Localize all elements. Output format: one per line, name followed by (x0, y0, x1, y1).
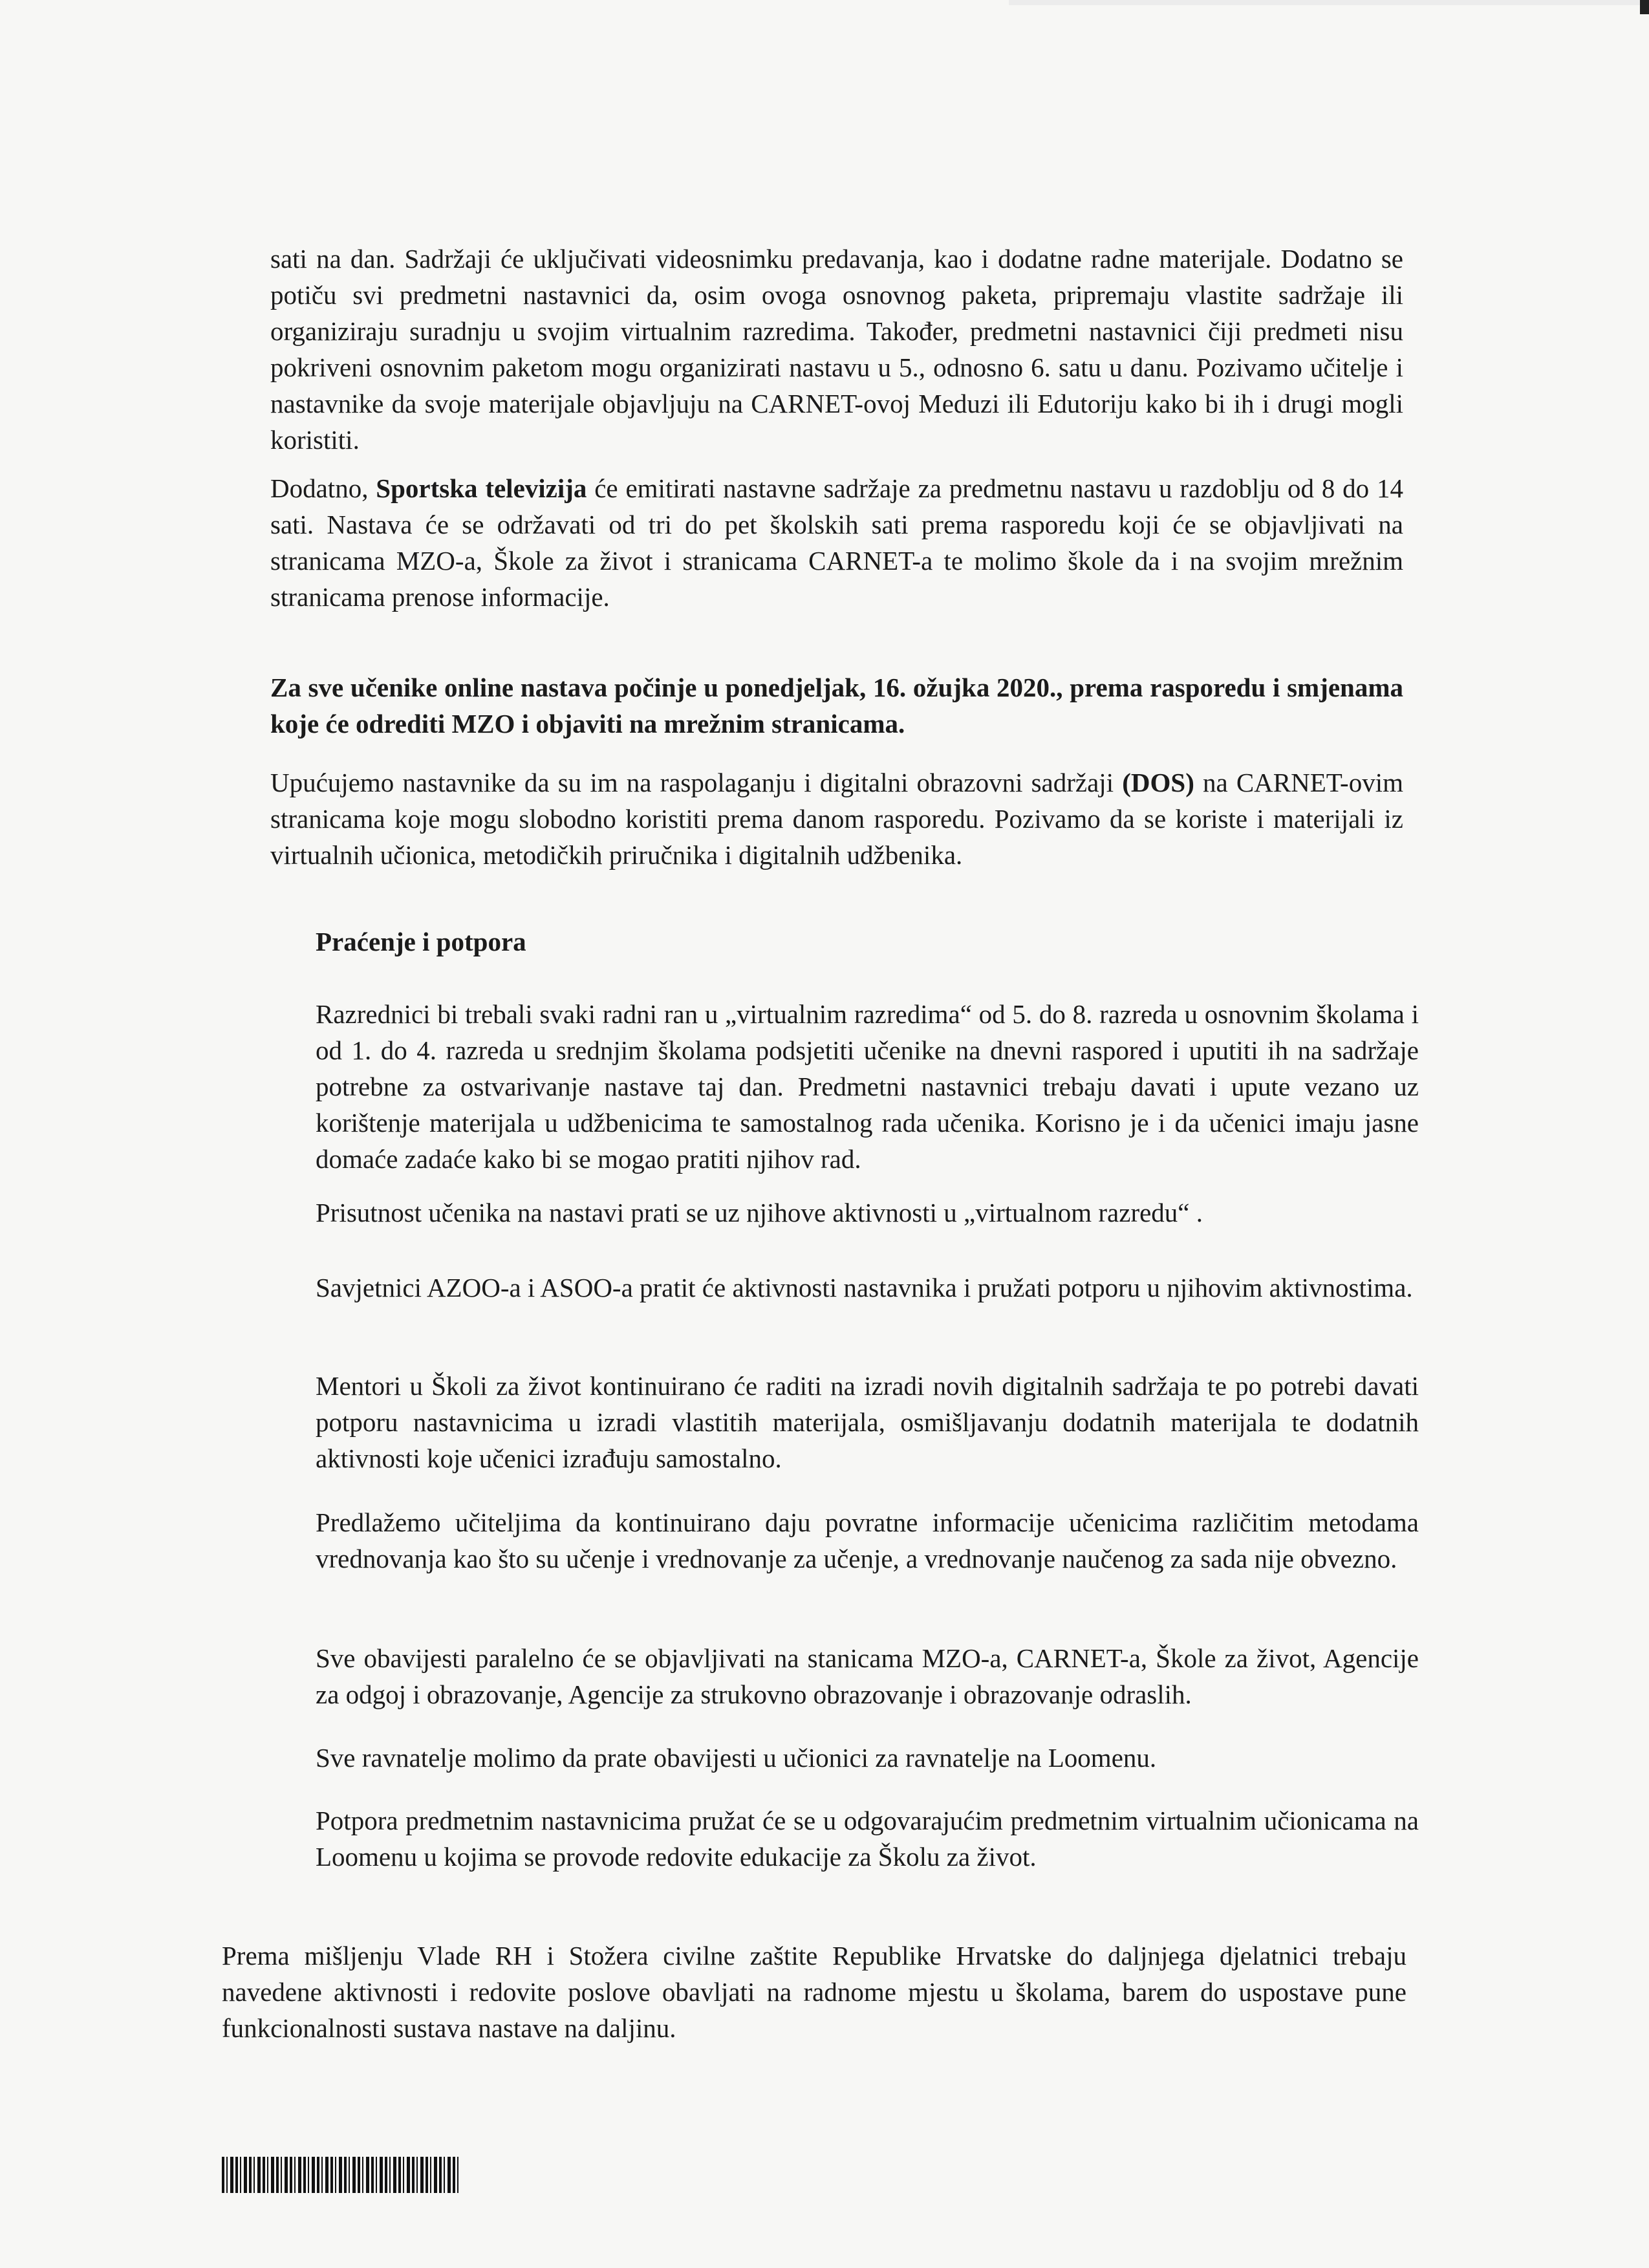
paragraph-advisors: Savjetnici AZOO-a i ASOO-a pratit će aktivnosti nastavnika i pružati potporu u njihovim aktivnostima. (316, 1273, 1413, 1302)
paragraph-feedback: Predlažemo učiteljima da kontinuirano daju povratne informacije učenicima različitim metodama vrednovanja kao što su učenje i vrednovanje za učenje, a vrednovanje naučenog za sada nije obvezno. (316, 1507, 1419, 1573)
sports-tv-name: Sportska televizija (376, 473, 587, 503)
paragraph-notices: Sve obavijesti paralelno će se objavljivati na stanicama MZO-a, CARNET-a, Škole za život, Agencije za odgoj i obrazovanje, Agencije za strukovno obrazovanje i obrazovanje odraslih. (316, 1643, 1419, 1709)
paragraph-materials: sati na dan. Sadržaji će uključivati videosnimku predavanja, kao i dodatne radne materijale. Dodatno se potiču svi predmetni nastavnici da, osim ovoga osnovnog paketa, pripremaju vlastite sadržaje ili organiziraju suradnju u svojim virtualnim razredima. Također, predmetni nastavnici čiji predmeti nisu pokriveni osnovnim paketom mogu organizirati nastavu u 5., odnosno 6. satu u danu. Pozivamo učitelje i nastavnike da svoje materijale objavljuju na CARNET-ovoj Meduzi ili Edutoriju kako bi ih i drugi mogli koristiti. (270, 244, 1403, 455)
scan-edge-top (1009, 0, 1649, 5)
paragraph-online-start: Za sve učenike online nastava počinje u ponedjeljak, 16. ožujka 2020., prema rasporedu i smjenama koje će odrediti MZO i objaviti na mrežnim stranicama. (270, 673, 1403, 739)
barcode (222, 2157, 461, 2193)
paragraph-dos: Upućujemo nastavnike da su im na raspolaganju i digitalni obrazovni sadržaji (DOS) na CARNET-ovim stranicama koje mogu slobodno koristiti prema danom rasporedu. Pozivamo da se koriste i materijali iz virtualnih učionica, metodičkih priručnika i digitalnih udžbenika. (270, 768, 1403, 870)
paragraph-principals: Sve ravnatelje molimo da prate obavijesti u učionici za ravnatelje na Loomenu. (316, 1743, 1157, 1773)
paragraph-attendance: Prisutnost učenika na nastavi prati se uz njihove aktivnosti u „virtualnom razredu“ . (316, 1198, 1203, 1227)
paragraph-mentors: Mentori u Školi za život kontinuirano će raditi na izradi novih digitalnih sadržaja te po potrebi davati potporu nastavnicima u izradi vlastitih materijala, osmišljavanju dodatnih materijala te dodatnih aktivnosti koje učenici izrađuju samostalno. (316, 1371, 1419, 1473)
paragraph-support: Potpora predmetnim nastavnicima pružat će se u odgovarajućim predmetnim virtualnim učionicama na Loomenu u kojima se provode redovite edukacije za Školu za život. (316, 1806, 1419, 1872)
paragraph-class-teachers: Razrednici bi trebali svaki radni ran u „virtualnim razredima“ od 5. do 8. razreda u osnovnim školama i od 1. do 4. razreda u srednjim školama podsjetiti učenike na dnevni raspored i uputiti ih na sadržaje potrebne za ostvarivanje nastave taj dan. Predmetni nastavnici trebaju davati i upute vezano uz korištenje materijala u udžbenicima te samostalnog rada učenika. Korisno je i da učenici imaju jasne domaće zadaće kako bi se mogao pratiti njihov rad. (316, 999, 1419, 1174)
dos-abbreviation: (DOS) (1122, 768, 1194, 797)
scan-edge-mark (1640, 0, 1649, 14)
paragraph-government: Prema mišljenju Vlade RH i Stožera civilne zaštite Republike Hrvatske do daljnjega djelatnici trebaju navedene aktivnosti i redovite poslove obavljati na radnome mjestu u školama, barem do uspostave pune funkcionalnosti sustava nastave na daljinu. (222, 1941, 1406, 2043)
section-heading: Praćenje i potpora (316, 927, 526, 956)
paragraph-sports-tv: Dodatno, Sportska televizija će emitirati nastavne sadržaje za predmetnu nastavu u razdoblju od 8 do 14 sati. Nastava će se održavati od tri do pet školskih sati prema rasporedu koji će se objavljivati na stranicama MZO-a, Škole za život i stranicama CARNET-a te molimo škole da i na svojim mrežnim stranicama prenose informacije. (270, 473, 1403, 612)
